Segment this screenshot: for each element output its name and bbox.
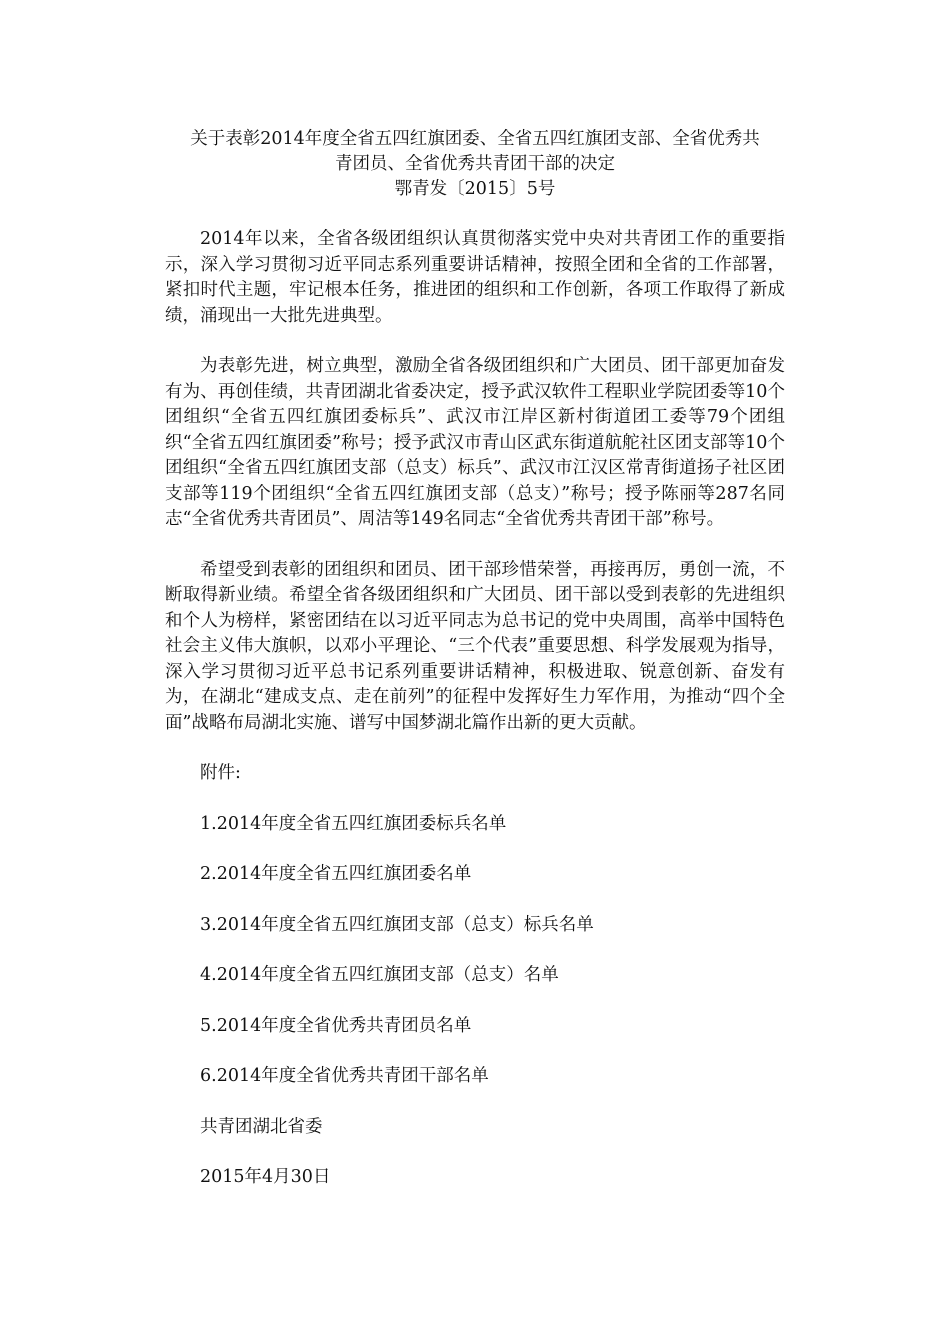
attachment-item: 2.2014年度全省五四红旗团委名单: [200, 864, 472, 884]
issuer: 共青团湖北省委: [200, 1116, 323, 1137]
attachment-item: 6.2014年度全省优秀共青团干部名单: [200, 1066, 489, 1086]
issue-date: 2015年4月30日: [200, 1167, 331, 1187]
attachment-item: 3.2014年度全省五四红旗团支部（总支）标兵名单: [200, 914, 594, 935]
paragraph-intro: 2014年以来，全省各级团组织认真贯彻落实党中央对共青团工作的重要指示，深入学习贯彻习近平同志系列重要讲话精神，按照全团和全省的工作部署，紧扣时代主题，牢记根本任务，推进团的组织和工作创新，各项工作取得了新成绩，涌现出一大批先进典型。: [165, 229, 785, 326]
title-line-2: 青团员、全省优秀共青团干部的决定: [335, 154, 615, 174]
paragraph-awards: 为表彰先进，树立典型，激励全省各级团组织和广大团员、团干部更加奋发有为、再创佳绩，共青团湖北省委决定，授予武汉软件工程职业学院团委等10个团组织“全省五四红旗团委标兵”、武汉市江岸区新村街道团工委等79个团组织“全省五四红旗团委”称号；授予武汉市青山区武东街道航舵社区团支部等10个团组织“全省五四红旗团支部（总支）标兵”、武汉市江汉区常青街道扬子社区团支部等119个团组织“全省五四红旗团支部（总支）”称号；授予陈丽等287名同志“全省优秀共青团员”、周洁等149名同志“全省优秀共青团干部”称号。: [165, 356, 785, 529]
attachment-item: 5.2014年度全省优秀共青团员名单: [200, 1015, 472, 1036]
title-line-1: 关于表彰2014年度全省五四红旗团委、全省五四红旗团支部、全省优秀共: [190, 129, 760, 149]
document-number: 鄂青发〔2015〕5号: [394, 179, 556, 199]
document-title: [150, 127, 800, 202]
paragraph-expectations: 希望受到表彰的团组织和团员、团干部珍惜荣誉，再接再厉，勇创一流，不断取得新业绩。希望全省各级团组织和广大团员、团干部以受到表彰的先进组织和个人为榜样，紧密团结在以习近平同志为总书记的党中央周围，高举中国特色社会主义伟大旗帜，以邓小平理论、“三个代表”重要思想、科学发展观为指导，深入学习贯彻习近平总书记系列重要讲话精神，积极进取、锐意创新、奋发有为，在湖北“建成支点、走在前列”的征程中发挥好生力军作用，为推动“四个全面”战略布局湖北实施、谱写中国梦湖北篇作出新的更大贡献。: [165, 559, 785, 733]
document-body: [165, 227, 785, 1191]
attachment-item: 1.2014年度全省五四红旗团委标兵名单: [200, 813, 507, 834]
attachment-item: 4.2014年度全省五四红旗团支部（总支）名单: [200, 965, 559, 985]
attachments-label: 附件:: [200, 763, 241, 783]
